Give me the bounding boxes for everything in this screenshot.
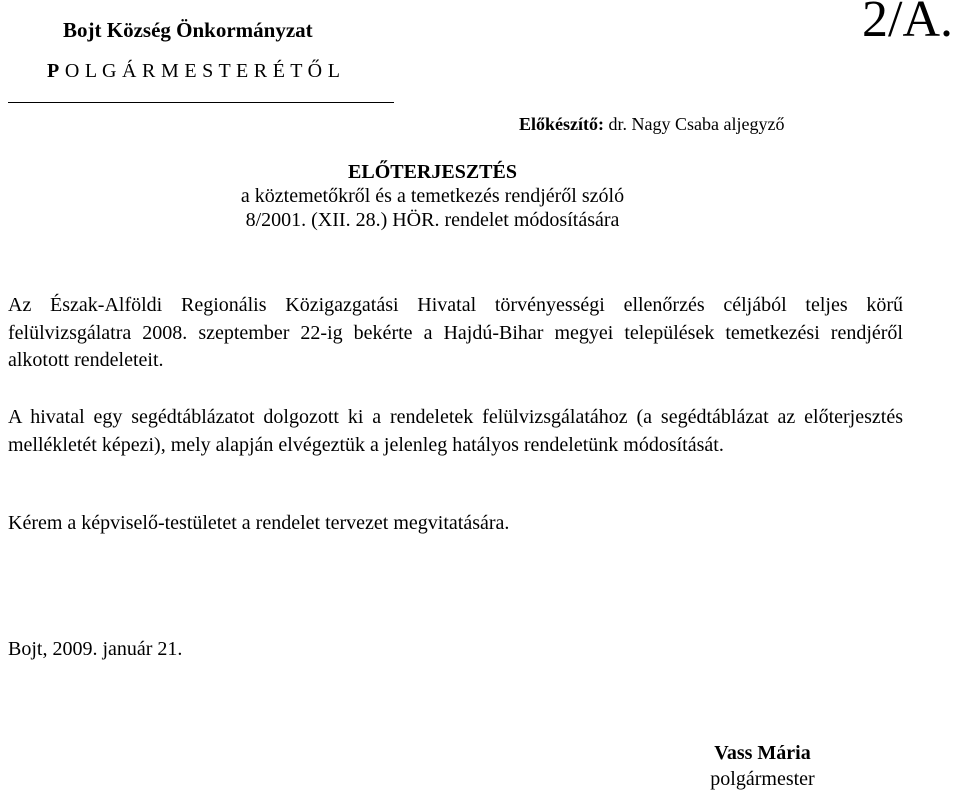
office-title-rest: O L G Á R M E S T E R É T Ő L [59,60,341,82]
preparer-line [519,114,784,135]
office-title [47,60,340,83]
preparer-name: dr. Nagy Csaba aljegyző [608,114,785,134]
document-title [0,160,960,232]
body-paragraph-2: A hivatal egy segédtáblázatot dolgozott ki a rendeletek felülvizsgálatához (a segédtáblázat az előterjesztés mellékletét képezi), mely alapján elvégeztük a jelenleg hatályos rendeletünk módosítását. [8,406,903,456]
signatory-role: polgármester [710,768,815,790]
office-title-initial: P [47,60,60,82]
body-paragraph-3: Kérem a képviselő-testületet a rendelet tervezet megvitatására. [8,512,510,534]
date-line: Bojt, 2009. január 21. [8,638,183,660]
signature-block [700,740,825,792]
organization-name: Bojt Község Önkormányzat [63,18,313,42]
title-heading: ELŐTERJESZTÉS [348,161,517,183]
title-line-2: 8/2001. (XII. 28.) HÖR. rendelet módosítására [245,209,620,231]
title-line-1: a köztemetőkről és a temetkezés rendjéről szóló [240,185,625,207]
signatory-name: Vass Mária [714,742,811,764]
body-paragraph-1: Az Észak-Alföldi Regionális Közigazgatási Hivatal törvényességi ellenőrzés céljából teljes körű felülvizsgálatra 2008. szeptember 22-ig bekérte a Hajdú-Bihar megyei települések temetkezési rendjéről alkotott rendeleteit. [8,294,903,371]
document-number: 2/A. [862,0,953,48]
header-divider [8,102,394,103]
preparer-label: Előkészítő: [519,114,604,134]
